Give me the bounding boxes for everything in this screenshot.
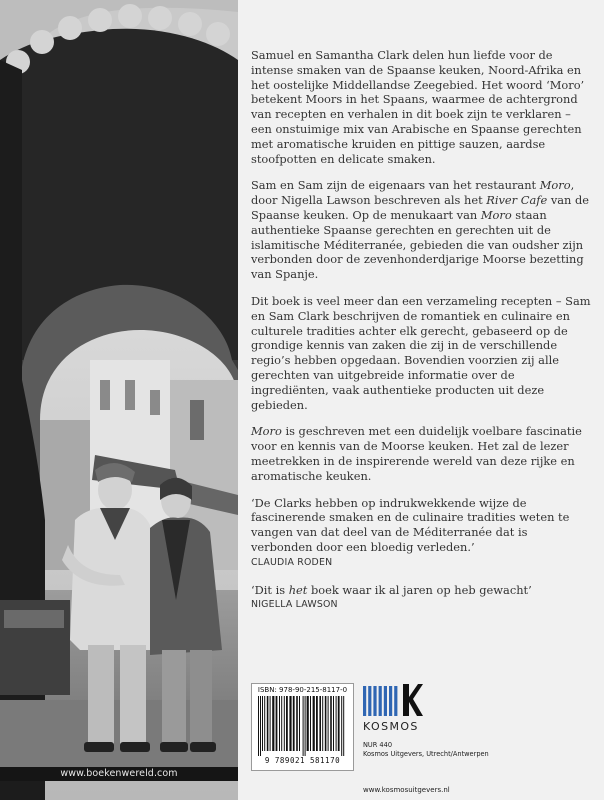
quote-lawson: ‘Dit is het boek waar ik al jaren op heb gewacht’ NIGELLA LAWSON [251,583,591,614]
barcode-bars [256,696,349,756]
barcode [251,683,354,771]
quote-author: NIGELLA LAWSON [251,599,338,611]
cover-photo [0,0,238,800]
publisher-name: KOSMOS [363,720,419,733]
quote-author: CLAUDIA RODEN [251,556,333,568]
publisher-imprint: Kosmos Uitgevers, Utrecht/Antwerpen [363,750,489,758]
photo-url-strip: www.boekenwereld.com [0,767,238,781]
blurb-paragraph-3: Dit boek is veel meer dan een verzameling recepten – Sam en Sam Clark beschrijven de romantiek en culinaire en culturele tradities achter elk gerecht, gebaseerd op de grondige kennis van zaken die zij in de verschillende regio’s hebben opgedaan. Bovendien voorzien zij alle gerechten van uitgebreide informatie over de ingrediënten, vaak authentieke producten uit deze gebieden. [251,293,591,412]
blurb-paragraph-1: Samuel en Samantha Clark delen hun liefde voor de intense smaken van de Spaanse keuken, Noord-Afrika en het oostelijke Middellandse Zeegebied. Het woord ‘Moro’ betekent Moors in het Spaans, waarmee de achtergrond van recepten en verhalen in dit boek zijn te verklaren – een onstuimige mix van Arabische en Spaanse gerechten met aromatische kruiden en pittige sauzen, aardse stoofpotten en delicate smaken. [251,48,585,166]
quote-roden: ‘De Clarks hebben op indrukwekkende wijze de fascinerende smaken en de culinaire tradities weten te vangen van dat deel van de Méditerranée dat is verbonden door een bloedig verleden.’ CLAUDIA RODEN [251,496,591,571]
isbn-label: ISBN: 978-90-215-8117-0 [257,686,348,694]
blurb-paragraph-2: Sam en Sam zijn de eigenaars van het restaurant Moro, door Nigella Lawson beschreven als het River Cafe van de Spaanse keuken. Op de menukaart van Moro staan authentieke Spaanse gerechten en gerechten uit de islamitische Méditerranée, gebieden die van oudsher zijn verbonden door de zevenhonderdjarige Moorse bezetting van Spanje. [251,178,590,282]
kosmos-logo-icon [363,684,423,716]
blurb-paragraph-4: Moro is geschreven met een duidelijk voelbare fascinatie voor en kennis van de Moorse keuken. Het zal de lezer meetrekken in de inspirerende wereld van deze rijke en aromatische keuken. [251,424,582,483]
publisher-website: www.kosmosuitgevers.nl [363,786,450,794]
back-cover-text [251,48,591,625]
nur-code: NUR 440 [363,741,393,749]
barcode-number: 9 789021 581170 [264,756,341,765]
